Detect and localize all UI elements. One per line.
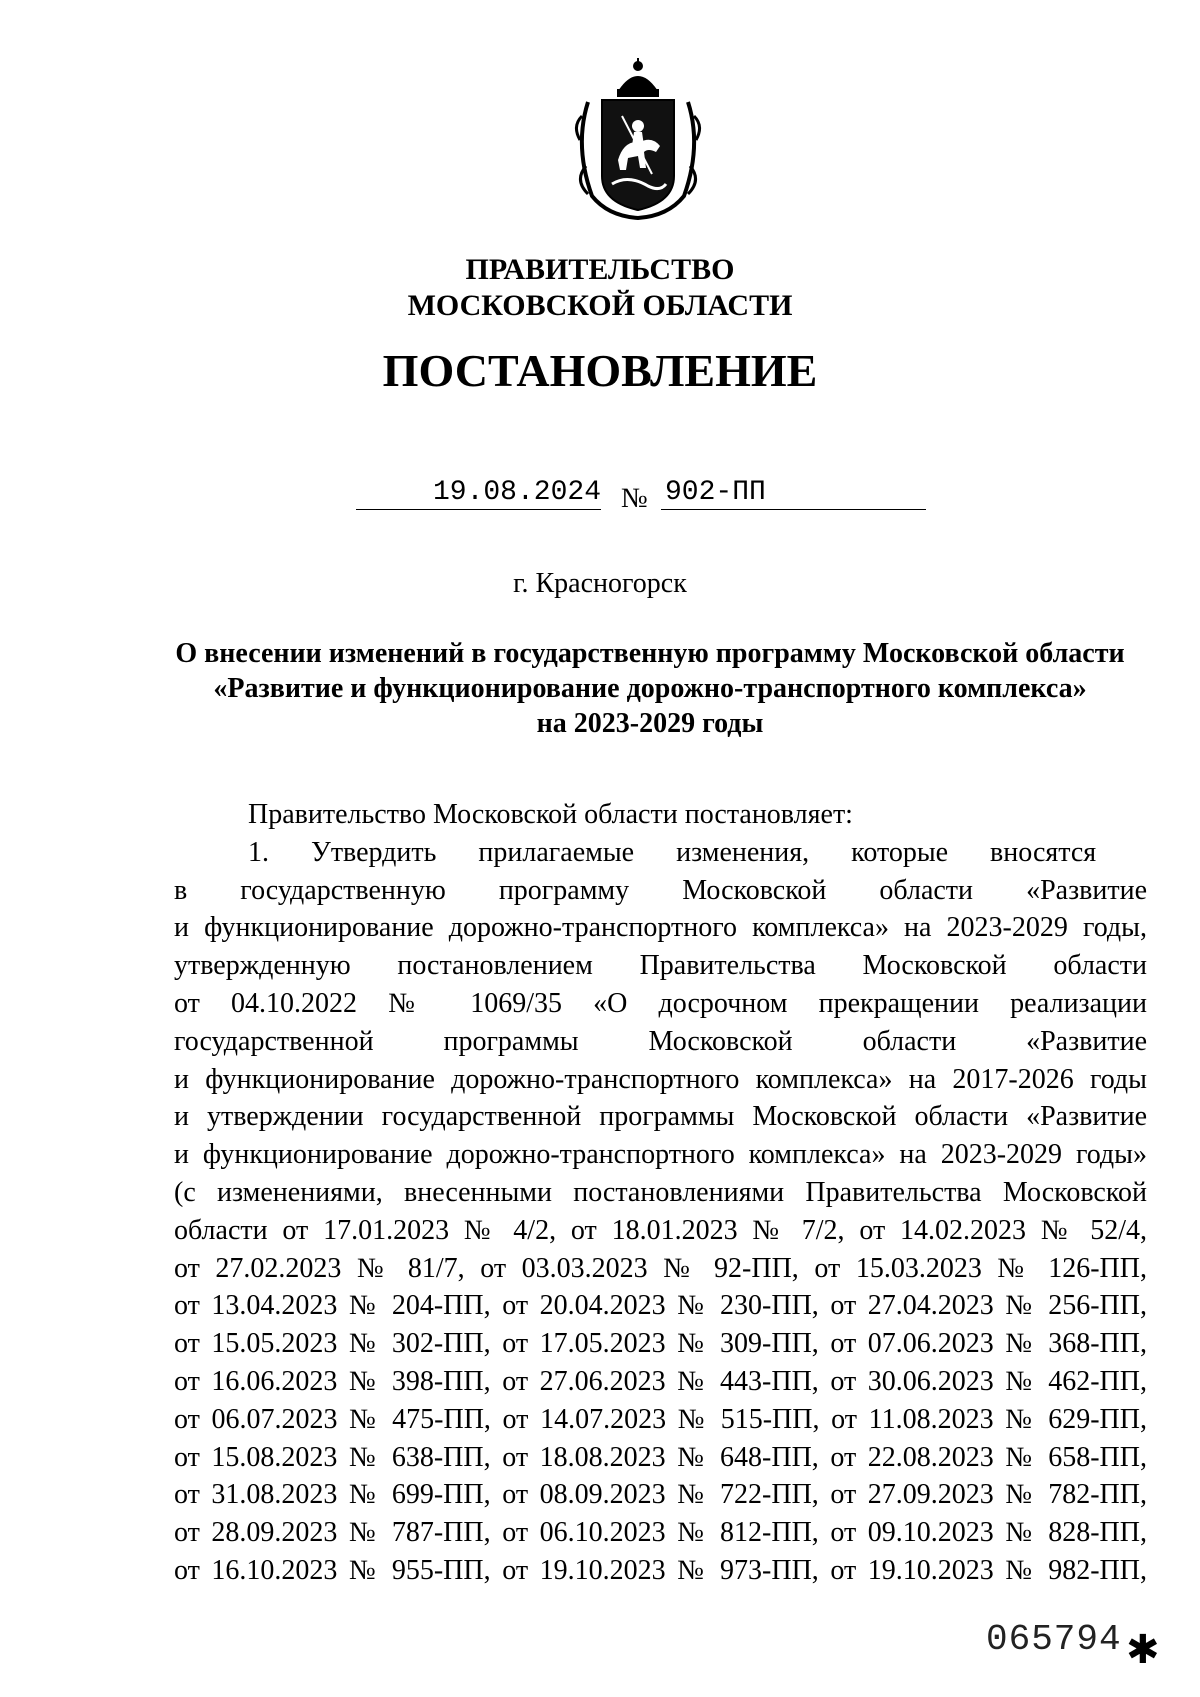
- number-sign: №: [621, 483, 648, 514]
- body-line: Правительство Московской области постановляет:: [248, 799, 853, 830]
- document-title: [130, 636, 1170, 741]
- body-line: и функционирование дорожно-транспортного комплекса» на 2023-2029 годы,: [174, 912, 1147, 944]
- title-line: О внесении изменений в государственную программу Московской области: [175, 638, 1125, 669]
- body-line: от 15.05.2023 № 302-ПП, от 17.05.2023 № 309-ПП, от 07.06.2023 № 368-ПП,: [174, 1328, 1147, 1360]
- government-name-line2: МОСКОВСКОЙ ОБЛАСТИ: [407, 289, 793, 322]
- document-date: 19.08.2024: [432, 477, 601, 508]
- document-type: ПОСТАНОВЛЕНИЕ: [382, 345, 818, 396]
- title-line: на 2023-2029 годы: [536, 708, 764, 739]
- document-body: [174, 796, 1147, 1590]
- body-line: утвержденную постановлением Правительства Московской области: [174, 950, 1147, 982]
- body-line: (с изменениями, внесенными постановлениями Правительства Московской: [174, 1176, 1147, 1208]
- number-underline: [661, 509, 926, 510]
- coat-of-arms-icon: [568, 56, 708, 224]
- document-number: 902-ПП: [665, 477, 766, 508]
- date-underline: [356, 509, 601, 510]
- government-name-line1: ПРАВИТЕЛЬСТВО: [465, 253, 735, 286]
- title-line: «Развитие и функционирование дорожно-транспортного комплекса»: [213, 673, 1087, 704]
- serial-number: 065794: [986, 1619, 1122, 1660]
- registration-line: [0, 476, 1200, 536]
- body-line: от 27.02.2023 № 81/7, от 03.03.2023 № 92-ПП, от 15.03.2023 № 126-ПП,: [174, 1252, 1147, 1284]
- city: г. Красногорск: [513, 568, 687, 599]
- body-line: и функционирование дорожно-транспортного комплекса» на 2023-2029 годы»: [174, 1139, 1147, 1171]
- body-line: от 15.08.2023 № 638-ПП, от 18.08.2023 № 648-ПП, от 22.08.2023 № 658-ПП,: [174, 1441, 1147, 1473]
- body-line: области от 17.01.2023 № 4/2, от 18.01.2023 № 7/2, от 14.02.2023 № 52/4,: [174, 1214, 1147, 1246]
- body-line: от 04.10.2022 № 1069/35 «О досрочном прекращении реализации: [174, 987, 1147, 1019]
- body-line: в государственную программу Московской области «Развитие: [174, 874, 1147, 906]
- body-line: от 16.06.2023 № 398-ПП, от 27.06.2023 № 443-ПП, от 30.06.2023 № 462-ПП,: [174, 1365, 1147, 1397]
- body-line: от 16.10.2023 № 955-ПП, от 19.10.2023 № 973-ПП, от 19.10.2023 № 982-ПП,: [174, 1554, 1147, 1586]
- body-line: и функционирование дорожно-транспортного комплекса» на 2017-2026 годы: [174, 1063, 1147, 1095]
- asterisk-mark-icon: ✱: [1126, 1627, 1160, 1673]
- body-line: от 13.04.2023 № 204-ПП, от 20.04.2023 № 230-ПП, от 27.04.2023 № 256-ПП,: [174, 1290, 1147, 1322]
- body-line: от 28.09.2023 № 787-ПП, от 06.10.2023 № 812-ПП, от 09.10.2023 № 828-ПП,: [174, 1517, 1147, 1549]
- body-line: от 06.07.2023 № 475-ПП, от 14.07.2023 № 515-ПП, от 11.08.2023 № 629-ПП,: [174, 1403, 1147, 1435]
- body-line: государственной программы Московской области «Развитие: [174, 1025, 1147, 1057]
- body-line: и утверждении государственной программы Московской области «Развитие: [174, 1101, 1147, 1133]
- body-line: от 31.08.2023 № 699-ПП, от 08.09.2023 № 722-ПП, от 27.09.2023 № 782-ПП,: [174, 1479, 1147, 1511]
- body-line: 1. Утвердить прилагаемые изменения, которые вносятся: [248, 836, 1097, 868]
